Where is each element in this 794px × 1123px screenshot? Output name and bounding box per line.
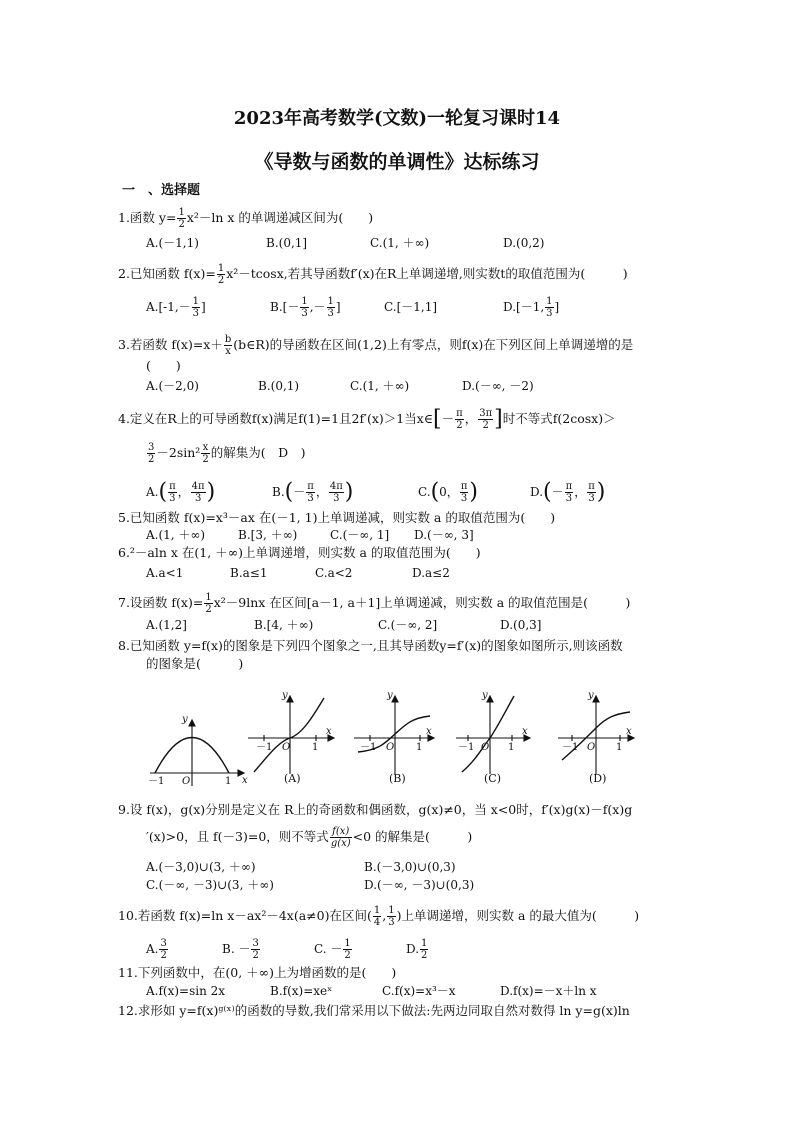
label-b: (B) — [389, 772, 406, 785]
q10-option-a: A. $\frac{3}{2}$ — [146, 938, 167, 961]
tick-neg1: －1 — [148, 776, 165, 787]
question-5: 5.已知函数 f(x)=x³－ax 在(－1, 1)上单调递减，则实数 a 的取值范围为( ) — [118, 510, 556, 525]
q2-option-d: D.[－1, $\frac{1}{3}$ ] — [503, 296, 560, 319]
svg-text:1: 1 — [508, 742, 515, 753]
q7-option-b: B.[4, ＋∞) — [254, 618, 314, 632]
q3-option-a: A.(－2,0) — [146, 379, 199, 393]
q2-option-c: C.[－1,1] — [384, 300, 438, 314]
q2-option-b: B.[－ $\frac{1}{3}$ ,－ $\frac{1}{3}$ ] — [270, 296, 341, 319]
svg-text:x: x — [426, 726, 432, 737]
question-9-cont: ′(x)>0，且 f(－3)=0，则不等式 $\frac{f(x)}{g(x)}$ <0 的解集是( ) — [146, 826, 473, 849]
q9-option-a: A.(－3,0)∪(3, ＋∞) — [146, 860, 256, 874]
q9-option-b: B.(－3,0)∪(0,3) — [364, 860, 456, 874]
q5-option-b: B.[3, ＋∞) — [238, 528, 298, 542]
q4-option-c: C.(0， $\frac{\pi}{3}$ ) — [418, 479, 478, 505]
q3-option-d: D.(－∞, －2) — [462, 379, 534, 393]
svg-text:y: y — [387, 690, 393, 701]
q1-option-b: B.(0,1] — [266, 236, 308, 250]
question-3-cont: ( ) — [146, 358, 181, 373]
svg-text:x: x — [326, 726, 332, 737]
svg-text:1: 1 — [416, 742, 423, 753]
q1-option-c: C.(1, ＋∞) — [370, 236, 430, 250]
svg-text:x: x — [522, 726, 528, 737]
question-8-cont: 的图象是( ) — [146, 656, 244, 671]
q11-option-b: B.f(x)=xeˣ — [270, 984, 333, 998]
q1-option-d: D.(0,2) — [503, 236, 545, 250]
q6-option-c: C.a<2 — [315, 566, 353, 580]
svg-text:O: O — [587, 742, 596, 753]
q3-option-b: B.(0,1) — [258, 379, 300, 393]
q4-option-b: B.(－ $\frac{\pi}{3}$ ， $\frac{4\pi}{3}$ ) — [272, 479, 354, 505]
question-9: 9.设 f(x)，g(x)分别是定义在 R上的奇函数和偶函数，g(x)≠0，当 x<0时，f′(x)g(x)－f(x)g — [118, 802, 633, 817]
tick-1: 1 — [225, 776, 232, 787]
svg-text:－1: －1 — [458, 742, 475, 753]
q5-option-a: A.(1, ＋∞) — [146, 528, 206, 542]
question-6: 6.²－aln x 在(1, ＋∞)上单调递增，则实数 a 的取值范围为( ) — [118, 545, 481, 560]
q2-option-a: A.[-1,－ $\frac{1}{3}$ ] — [146, 296, 206, 319]
q6-option-b: B.a≤1 — [230, 566, 268, 580]
question-10: 10.若函数 f(x)=ln x－ax²－4x(a≠0)在区间( $\frac{1}{4}$ , $\frac{1}{3}$ )上单调递增，则实数 a 的最大值为( ) — [118, 905, 640, 928]
q9-option-c: C.(－∞, －3)∪(3, ＋∞) — [146, 878, 274, 892]
graph-a — [248, 696, 334, 774]
graph-c — [456, 696, 530, 774]
svg-text:y: y — [588, 690, 594, 701]
fraction: $\frac{1}{2}$ — [178, 207, 185, 230]
q6-option-d: D.a≤2 — [412, 566, 450, 580]
page-title: 2023年高考数学(文数)一轮复习课时14 — [233, 108, 561, 129]
question-4-cont: $\frac{3}{2}$ －2sin² $\frac{x}{2}$ 的解集为( D ) — [148, 442, 306, 465]
q1-option-a: A.(－1,1) — [146, 236, 199, 250]
q11-option-c: C.f(x)=x³－x — [382, 984, 456, 998]
q6-option-a: A.a<1 — [146, 566, 184, 580]
q8-figures — [140, 686, 650, 796]
svg-text:O: O — [386, 742, 395, 753]
svg-text:O: O — [282, 742, 291, 753]
q3-option-c: C.(1, ＋∞) — [350, 379, 410, 393]
q4-option-a: A.( $\frac{\pi}{3}$ ， $\frac{4\pi}{3}$ ) — [146, 479, 216, 505]
graph-b — [354, 696, 434, 774]
question-2: 2.已知函数 f(x)= $\frac{1}{2}$ x²－tcosx,若其导函数f′(x)在R上单调递增,则实数t的取值范围为( ) — [118, 263, 628, 286]
svg-text:1: 1 — [616, 742, 623, 753]
q4-option-d: D.(－ $\frac{\pi}{3}$ ， $\frac{\pi}{3}$ ) — [530, 479, 606, 505]
q7-option-d: D.(0,3] — [500, 618, 542, 632]
label-c: (C) — [484, 772, 501, 785]
svg-text:－1: －1 — [360, 742, 377, 753]
q5-option-c: C.(－∞, 1] — [330, 528, 390, 542]
q5-option-d: D.(－∞, 3] — [414, 528, 474, 542]
svg-text:－1: －1 — [256, 742, 273, 753]
q9-option-d: D.(－∞, －3)∪(0,3) — [364, 878, 475, 892]
svg-text:y: y — [482, 690, 488, 701]
svg-text:1: 1 — [312, 742, 319, 753]
question-1: 1.函数 y= $\frac{1}{2}$ x²－ln x 的单调递减区间为( ) — [118, 207, 374, 230]
q10-option-b: B. － $\frac{3}{2}$ — [222, 938, 259, 961]
svg-text:y: y — [282, 690, 288, 701]
q7-option-a: A.(1,2] — [146, 618, 187, 632]
question-4: 4.定义在R上的可导函数f(x)满足f(1)=1且2f′(x)＞1当x∈[－ $\frac{\pi}{2}$ ， $\frac{3\pi}{2}$ ]时不等式f(2cosx)＞ — [118, 406, 616, 432]
axis-x-label: x — [242, 775, 248, 786]
q11-option-a: A.f(x)=sin 2x — [146, 984, 226, 998]
svg-text:－1: －1 — [562, 742, 579, 753]
question-3: 3.若函数 f(x)=x＋ $\frac{b}{x}$ (b∈R)的导函数在区间(1,2)上有零点，则f(x)在下列区间上单调递增的是 — [118, 334, 634, 357]
q10-option-d: D. $\frac{1}{2}$ — [406, 938, 428, 961]
svg-text:x: x — [626, 726, 632, 737]
svg-text:O: O — [481, 742, 490, 753]
q7-option-c: C.(－∞, 2] — [378, 618, 438, 632]
question-12: 12.求形如 y=f(x)ᵍ⁽ˣ⁾的函数的导数,我们常采用以下做法:先两边同取自然对数得 ln y=g(x)ln — [118, 1003, 630, 1018]
origin-label: O — [182, 776, 191, 787]
axis-y-label: y — [182, 714, 188, 725]
label-d: (D) — [589, 772, 607, 785]
graph-d — [558, 696, 634, 774]
question-7: 7.设函数 f(x)= $\frac{1}{2}$ x²－9lnx 在区间[a－1, a＋1]上单调递减，则实数 a 的取值范围是( ) — [118, 592, 631, 615]
q11-option-d: D.f(x)=－x＋ln x — [500, 984, 597, 998]
label-a: (A) — [284, 772, 301, 785]
section-heading: 一 、选择题 — [122, 183, 201, 198]
question-11: 11.下列函数中，在(0, ＋∞)上为增函数的是( ) — [118, 965, 397, 980]
q10-option-c: C. － $\frac{1}{2}$ — [314, 938, 351, 961]
page-subtitle: 《导数与函数的单调性》达标练习 — [254, 151, 540, 173]
question-8: 8.已知函数 y=f(x)的图象是下列四个图象之一,且其导函数y=f′(x)的图象如图所示,则该函数 — [118, 638, 623, 653]
